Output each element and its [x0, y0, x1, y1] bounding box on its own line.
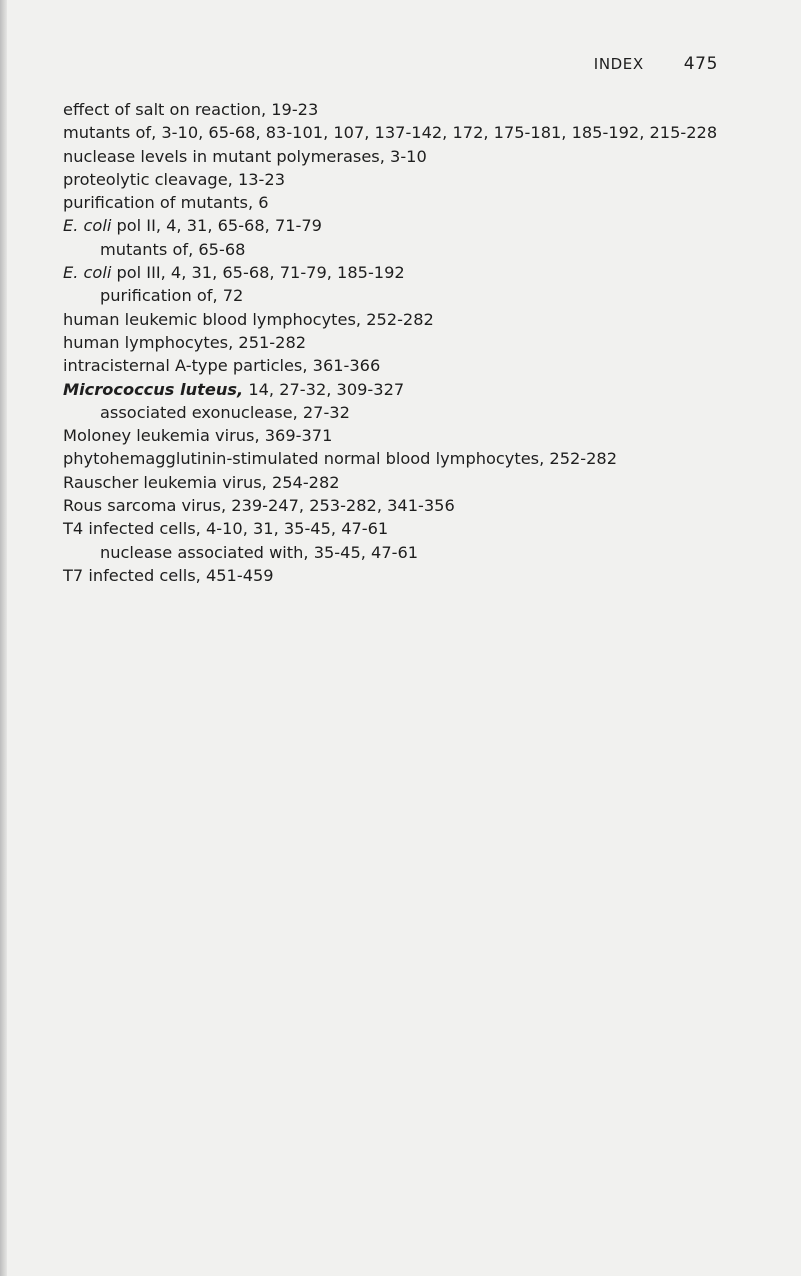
index-entry: effect of salt on reaction, 19-23 — [63, 100, 319, 119]
index-entry: E. coli pol II, 4, 31, 65-68, 71-79 — [63, 216, 322, 236]
index-entry: E. coli pol III, 4, 31, 65-68, 71-79, 185-192 — [63, 263, 405, 283]
page-number: 475 — [683, 54, 718, 74]
index-entry: nuclease levels in mutant polymerases, 3-10 — [63, 146, 427, 166]
index-entry: intracisternal A-type particles, 361-366 — [63, 356, 381, 376]
index-entry: T7 infected cells, 451-459 — [63, 565, 274, 585]
index-subentry: associated exonuclease, 27-32 — [100, 402, 350, 422]
index-entry: proteolytic cleavage, 13-23 — [63, 169, 285, 189]
running-head-title: INDEX — [593, 55, 644, 73]
italic-term: E. coli — [63, 263, 112, 283]
italic-term: E. coli — [63, 216, 112, 236]
index-entry: Moloney leukemia virus, 369-371 — [63, 426, 333, 446]
index-subentry: mutants of, 65-68 — [100, 239, 246, 259]
running-head — [594, 54, 718, 74]
page-binding-edge — [0, 0, 7, 1276]
index-subentry: nuclease associated with, 35-45, 47-61 — [100, 542, 419, 562]
index-entry: mutants of, 3-10, 65-68, 83-101, 107, 137-142, 172, 175-181, 185-192, 215-228 — [63, 123, 718, 143]
index-entry: Rous sarcoma virus, 239-247, 253-282, 341-356 — [63, 496, 455, 516]
index-entry: phytohemagglutinin-stimulated normal blood lymphocytes, 252-282 — [63, 449, 618, 469]
index-entry: Rauscher leukemia virus, 254-282 — [63, 472, 340, 492]
index-entry: T4 infected cells, 4-10, 31, 35-45, 47-61 — [63, 519, 389, 539]
index-subentry: purification of, 72 — [100, 286, 244, 306]
index-entry: Micrococcus luteus, 14, 27-32, 309-327 — [63, 379, 405, 399]
index-entry: purification of mutants, 6 — [63, 193, 269, 213]
index-body — [63, 98, 753, 587]
index-entry: human lymphocytes, 251-282 — [63, 332, 307, 352]
index-entry: human leukemic blood lymphocytes, 252-282 — [63, 309, 434, 329]
italic-term: Micrococcus luteus, — [63, 379, 244, 399]
